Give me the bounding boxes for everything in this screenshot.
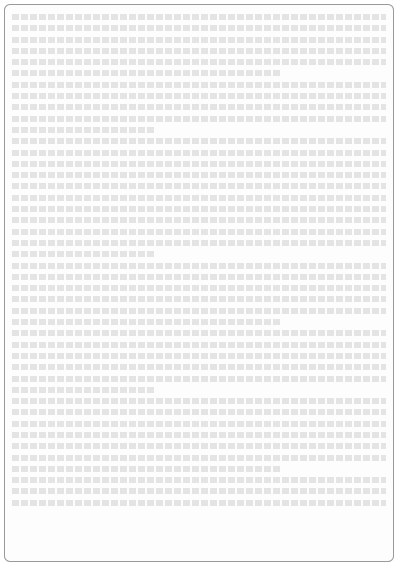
text-line [12, 418, 386, 429]
text-line [12, 79, 386, 90]
text-line [12, 316, 386, 327]
text-line [12, 11, 386, 22]
text-line [12, 395, 386, 406]
text-line [12, 384, 386, 395]
text-line [12, 248, 386, 259]
text-line [12, 56, 386, 67]
text-line [12, 339, 386, 350]
text-line [12, 45, 386, 56]
text-line [12, 350, 386, 361]
text-line [12, 113, 386, 124]
text-line [12, 203, 386, 214]
text-line [12, 485, 386, 496]
document-page [4, 4, 394, 562]
text-line [12, 429, 386, 440]
text-line [12, 101, 386, 112]
text-line [12, 135, 386, 146]
text-line [12, 474, 386, 485]
text-line [12, 147, 386, 158]
text-line [12, 361, 386, 372]
text-line [12, 406, 386, 417]
text-line [12, 90, 386, 101]
text-line [12, 180, 386, 191]
text-line [12, 237, 386, 248]
text-line [12, 373, 386, 384]
text-line [12, 214, 386, 225]
text-line [12, 34, 386, 45]
text-line [12, 192, 386, 203]
text-line [12, 169, 386, 180]
text-line [12, 282, 386, 293]
text-line [12, 124, 386, 135]
text-line [12, 327, 386, 338]
text-line [12, 452, 386, 463]
body-text [12, 11, 386, 555]
text-line [12, 497, 386, 508]
text-line [12, 22, 386, 33]
text-line [12, 440, 386, 451]
text-line [12, 158, 386, 169]
text-line [12, 463, 386, 474]
text-line [12, 226, 386, 237]
text-line [12, 271, 386, 282]
text-line [12, 260, 386, 271]
text-line [12, 293, 386, 304]
text-line [12, 67, 386, 78]
text-line [12, 305, 386, 316]
